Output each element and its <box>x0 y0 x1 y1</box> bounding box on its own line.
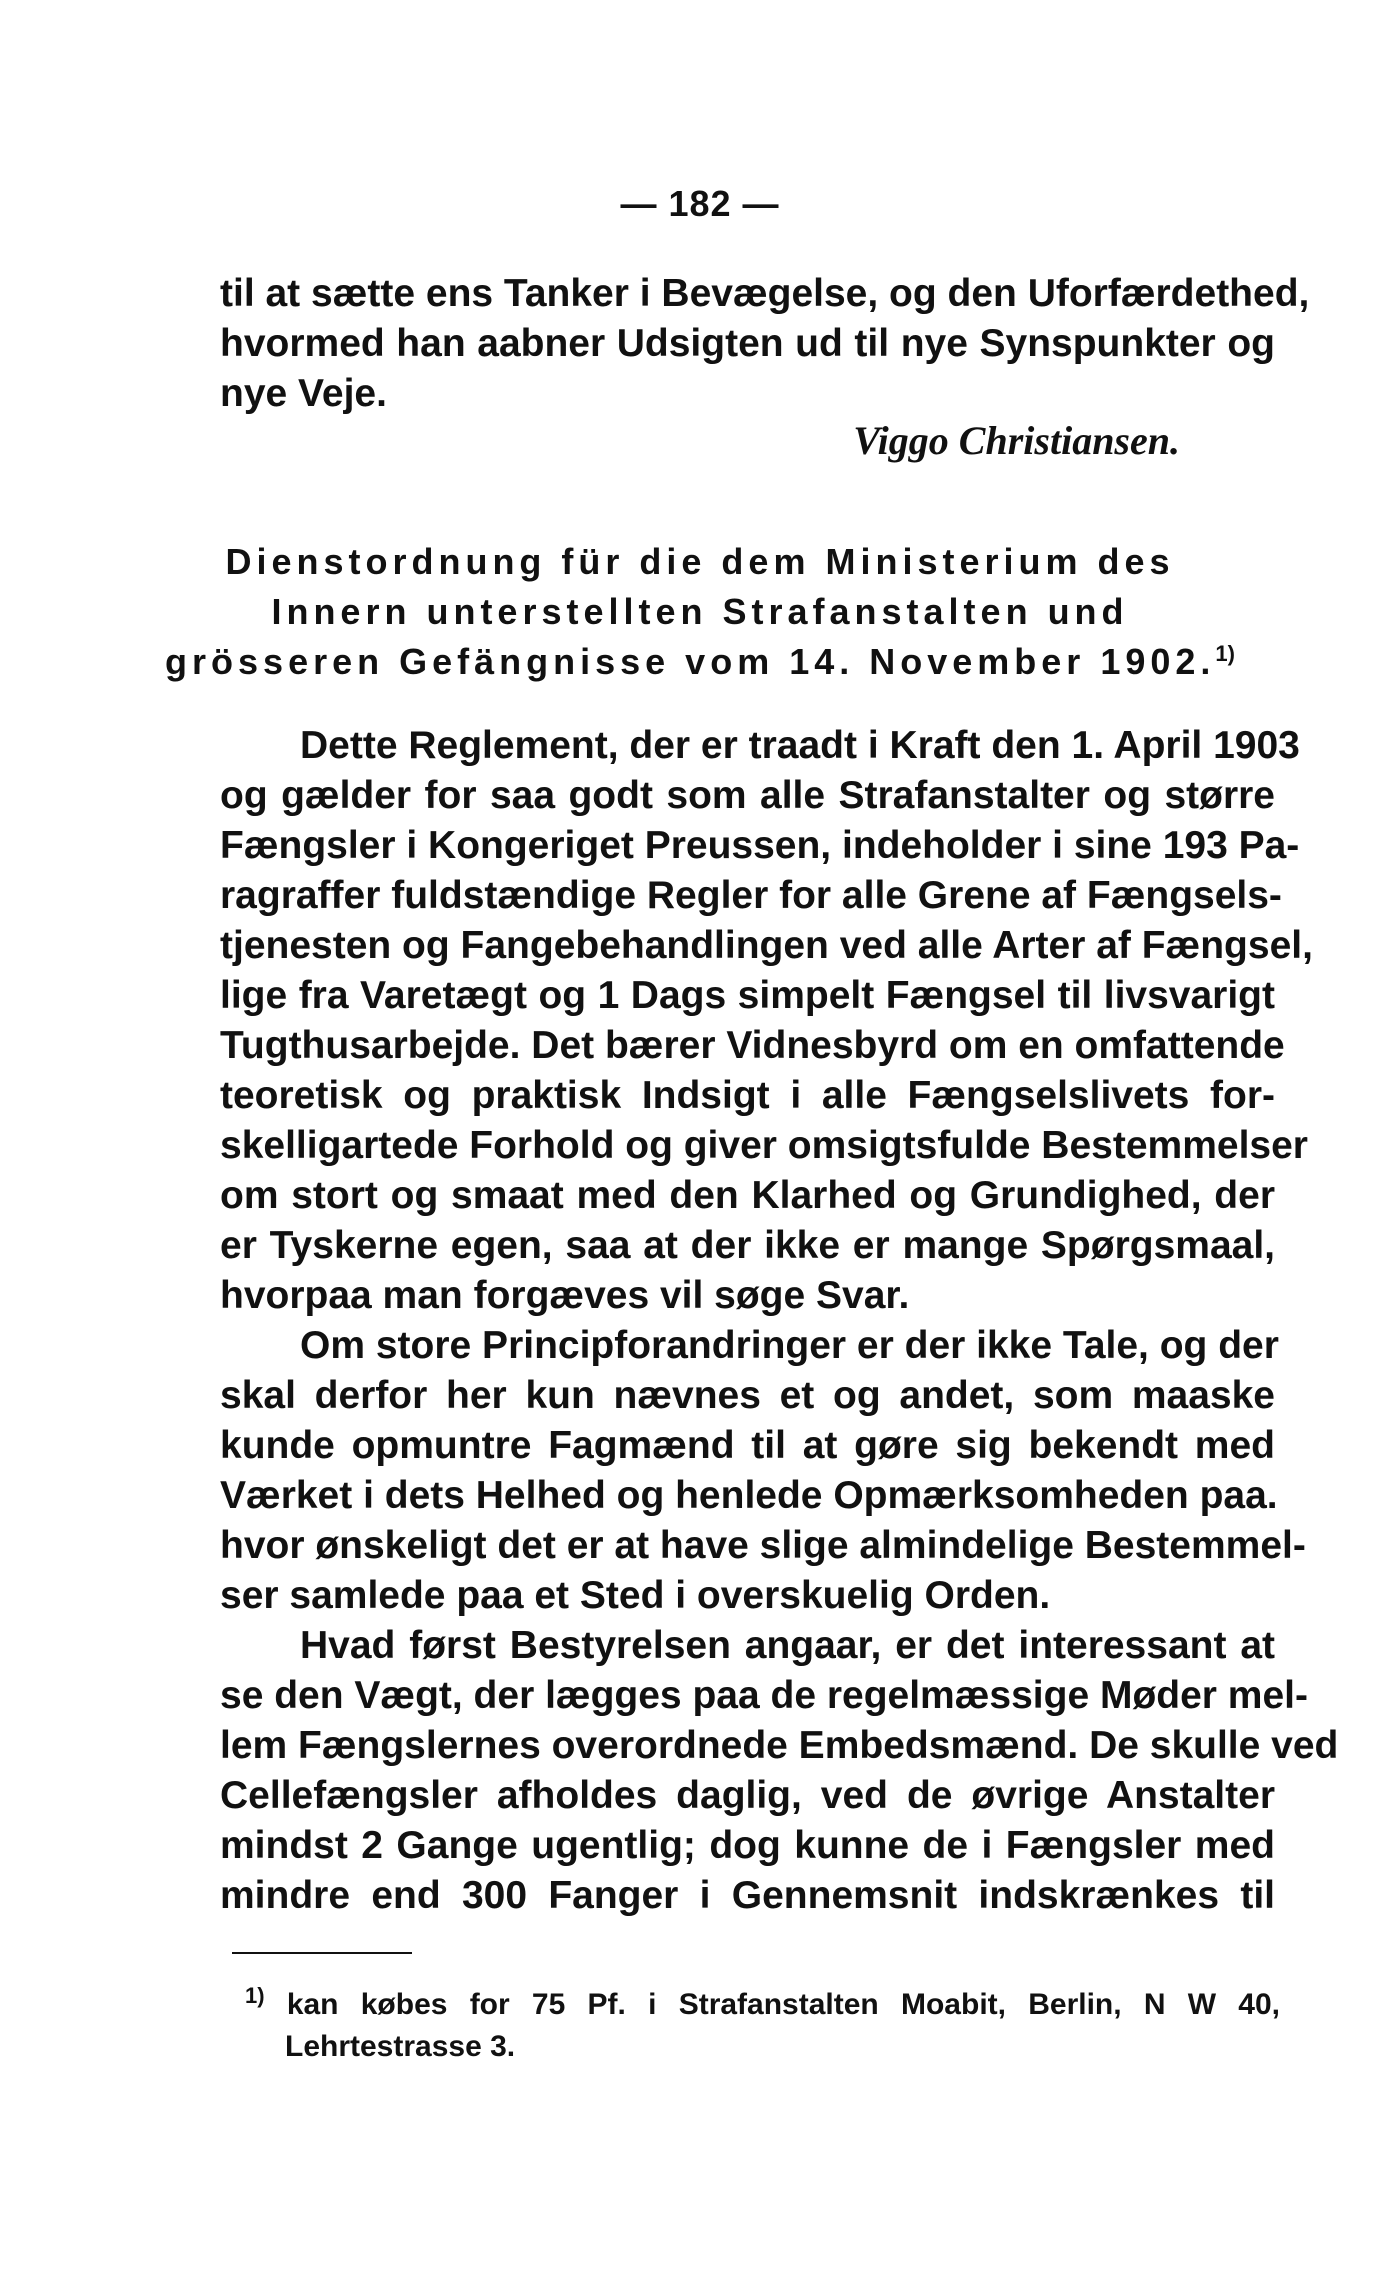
paragraph-line: Cellefængsler afholdes daglig, ved de øvrige Anstalter <box>220 1774 1275 1817</box>
footnote-line: kan købes for 75 Pf. i Strafanstalten Moabit, Berlin, N W 40, <box>286 1988 1280 2021</box>
footnote-reference: 1) <box>1215 641 1235 666</box>
page-number: — 182 — <box>620 183 780 224</box>
footnote-marker: 1) <box>245 1983 265 2008</box>
paragraph-line: Fængsler i Kongeriget Preussen, indeholder i sine 193 Pa- <box>220 824 1300 867</box>
heading-line: grösseren Gefängnisse vom 14. November 1902. <box>165 641 1216 682</box>
paragraph-line: lem Fængslernes overordnede Embedsmænd. De skulle ved <box>220 1724 1339 1767</box>
paragraph-line: se den Vægt, der lægges paa de regelmæssige Møder mel- <box>220 1674 1309 1717</box>
paragraph-line: kunde opmuntre Fagmænd til at gøre sig bekendt med <box>220 1424 1275 1467</box>
footnote-line-with-marker <box>245 1985 1280 2025</box>
paragraph-line: Om store Principforandringer er der ikke Tale, og der <box>300 1324 1279 1367</box>
paragraph-line: og gælder for saa godt som alle Strafanstalter og større <box>220 774 1275 817</box>
paragraph-line: Hvad først Bestyrelsen angaar, er det interessant at <box>300 1624 1275 1667</box>
paragraph-line: ragraffer fuldstændige Regler for alle Grene af Fængsels- <box>220 874 1282 917</box>
paragraph-line: Tugthusarbejde. Det bærer Vidnesbyrd om en omfattende <box>220 1024 1285 1067</box>
paragraph-line: tjenesten og Fangebehandlingen ved alle Arter af Fængsel, <box>220 924 1313 967</box>
paragraph-line: mindst 2 Gange ugentlig; dog kunne de i Fængsler med <box>220 1824 1275 1867</box>
intro-line: til at sætte ens Tanker i Bevægelse, og den Uforfærdethed, <box>220 272 1310 315</box>
paragraph-line: hvorpaa man forgæves vil søge Svar. <box>220 1274 910 1317</box>
paragraph-line: om stort og smaat med den Klarhed og Grundighed, der <box>220 1174 1275 1217</box>
paragraph-line: Værket i dets Helhed og henlede Opmærksomheden paa. <box>220 1474 1278 1517</box>
paragraph-line: hvor ønskeligt det er at have slige almindelige Bestemmel- <box>220 1524 1306 1567</box>
paragraph-line: Dette Reglement, der er traadt i Kraft den 1. April 1903 <box>300 724 1300 767</box>
intro-line: nye Veje. <box>220 372 387 415</box>
paragraph-line: mindre end 300 Fanger i Gennemsnit indskrænkes til <box>220 1874 1275 1917</box>
footnote-line: Lehrtestrasse 3. <box>285 2030 516 2063</box>
heading-line: Innern unterstellten Strafanstalten und <box>271 591 1129 632</box>
paragraph-line: er Tyskerne egen, saa at der ikke er mange Spørgsmaal, <box>220 1224 1275 1267</box>
signature: Viggo Christiansen. <box>853 418 1180 463</box>
heading-line-with-note <box>0 638 1400 686</box>
paragraph-line: skelligartede Forhold og giver omsigtsfulde Bestemmelser <box>220 1124 1308 1167</box>
intro-line: hvormed han aabner Udsigten ud til nye Synspunkter og <box>220 322 1275 365</box>
paragraph-line: lige fra Varetægt og 1 Dags simpelt Fængsel til livsvarigt <box>220 974 1275 1017</box>
heading-line: Dienstordnung für die dem Ministerium des <box>225 541 1175 582</box>
paragraph-line: teoretisk og praktisk Indsigt i alle Fængselslivets for- <box>220 1074 1275 1117</box>
footnote-rule <box>232 1952 412 1954</box>
paragraph-line: ser samlede paa et Sted i overskuelig Orden. <box>220 1574 1051 1617</box>
paragraph-line: skal derfor her kun nævnes et og andet, som maaske <box>220 1374 1275 1417</box>
